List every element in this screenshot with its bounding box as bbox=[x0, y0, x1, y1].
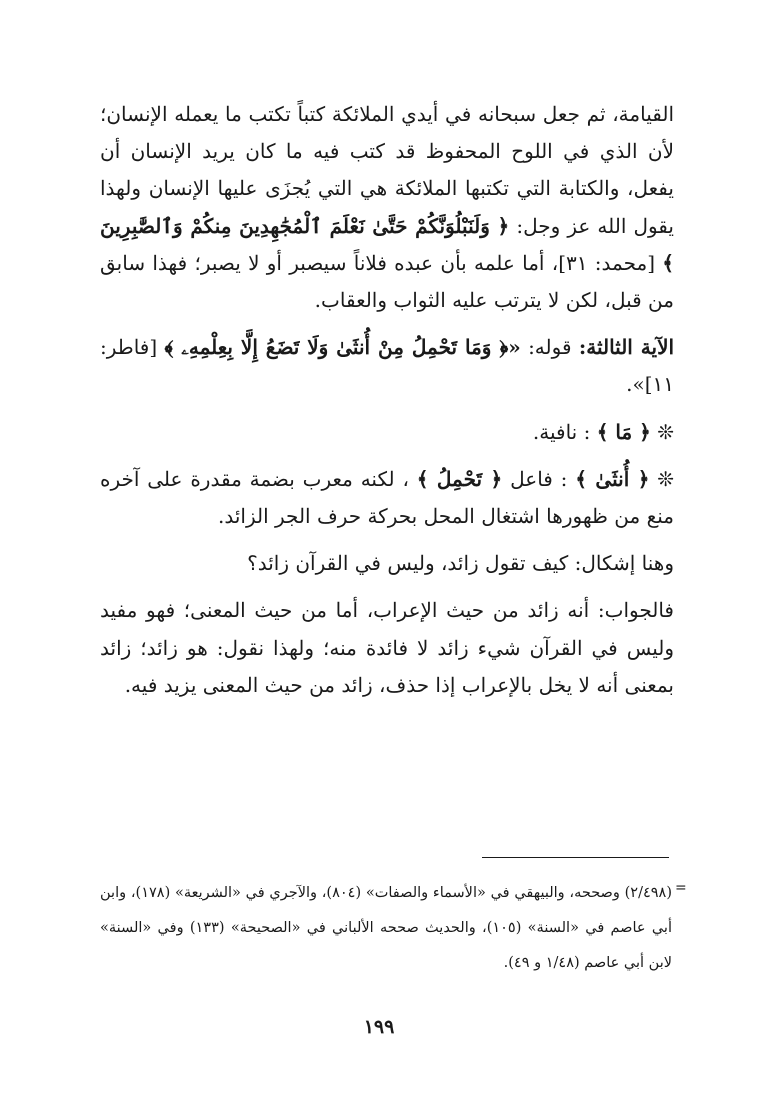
verse-heading: الآية الثالثة: bbox=[578, 335, 675, 360]
paragraph-4-text-2: ، لكنه معرب بضمة مقدرة على آخره منع من ظهورها اشتغال المحل بحركة حرف الجر الزائد. bbox=[100, 466, 674, 529]
quran-verse-muhammad: ﴿ وَلَنَبْلُوَنَّكُمْ حَتَّىٰ نَعْلَمَ ٱلْمُجَٰهِدِينَ مِنكُمْ وَٱلصَّٰبِرِينَ ﴾ bbox=[100, 213, 674, 275]
main-text bbox=[100, 96, 674, 704]
paragraph-1-text: القيامة، ثم جعل سبحانه في أيدي الملائكة كتباً تكتب ما يعمله الإنسان؛ لأن الذي في اللوح المحفوظ قد كتب فيه ما كان يريد الإنسان أن يفعل، والكتابة التي تكتبها الملائكة هي التي يُجزَى عليها الإنسان ولهذا يقول الله عز وجل: bbox=[100, 102, 674, 238]
paragraph-1-reference: [محمد: ٣١]، أما علمه بأن عبده فلاناً سيصبر أو لا يصبر؛ فهذا سابق من قبل، لكن لا يترتب عليه الثواب والعقاب. bbox=[100, 250, 674, 313]
paragraph-4 bbox=[100, 461, 674, 535]
paragraph-3-text: : نافية. bbox=[532, 419, 591, 444]
term-tahmil: ﴿ تَحْمِلُ ﴾ bbox=[416, 466, 503, 491]
term-untha: ﴿ أُنثَىٰ ﴾ bbox=[575, 466, 650, 491]
paragraph-2 bbox=[100, 329, 674, 403]
paragraph-4-text-1: : فاعل bbox=[510, 466, 568, 491]
footnote-text: (٢/٤٩٨) وصححه، والبيهقي في «الأسماء والصفات» (٨٠٤)، والآجري في «الشريعة» (١٧٨)، وابن أبي عاصم في «السنة» (١٠٥)، والحديث صححه الألباني في «الصحيحة» (١٣٣) وفي «السنة» لابن أبي عاصم (١/٤٨ و ٤٩). bbox=[100, 885, 672, 971]
paragraph-1 bbox=[100, 96, 674, 319]
footnote-divider bbox=[482, 857, 669, 858]
verse-reference: [فاطر: ١١]». bbox=[100, 335, 674, 397]
page-number: ١٩٩ bbox=[363, 1016, 395, 1038]
paragraph-6: فالجواب: أنه زائد من حيث الإعراب، أما من حيث المعنى؛ فهو مفيد وليس في القرآن شيء زائد لا فائدة منه؛ ولهذا نقول: هو زائد؛ زائد بمعنى أنه لا يخل بالإعراب إذا حذف، زائد من حيث المعنى يزيد فيه. bbox=[100, 598, 674, 697]
paragraph-3 bbox=[100, 414, 674, 451]
star-bullet-icon: ❊ bbox=[657, 419, 674, 444]
paragraph-5: وهنا إشكال: كيف تقول زائد، وليس في القرآن زائد؟ bbox=[247, 551, 674, 576]
term-ma: ﴿ مَا ﴾ bbox=[596, 419, 651, 444]
verse-intro: قوله: bbox=[528, 335, 572, 360]
star-bullet-icon: ❊ bbox=[657, 466, 675, 491]
quran-verse-fatir: «﴿ وَمَا تَحْمِلُ مِنْ أُنثَىٰ وَلَا تَضَعُ إِلَّا بِعِلْمِهِۦ ﴾ bbox=[164, 335, 521, 360]
footnote-continuation-marker: = bbox=[675, 880, 687, 896]
